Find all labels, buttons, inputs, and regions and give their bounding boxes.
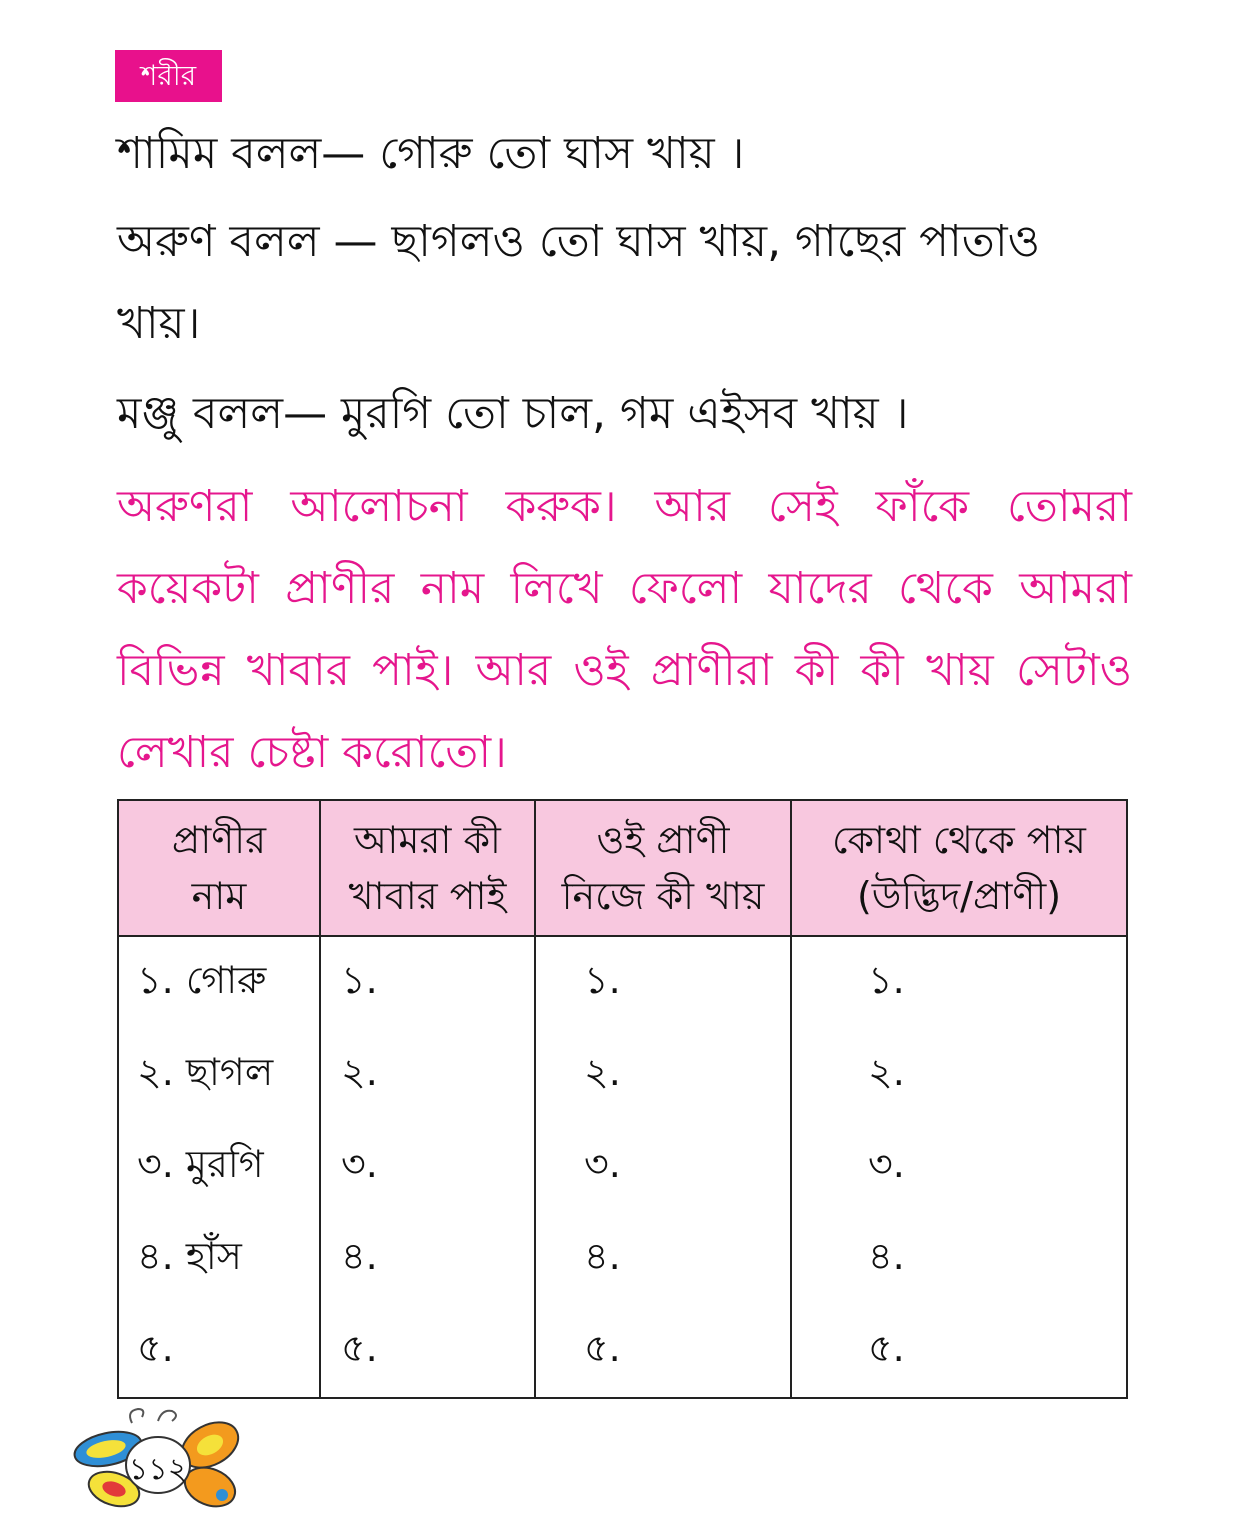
food-we-get-cell: ৫.: [320, 1305, 535, 1398]
instruction-paragraph: অরুণরা আলোচনা করুক। আর সেই ফাঁকে তোমরা কয়েকটা প্রাণীর নাম লিখে ফেলো যাদের থেকে আমরা বিভিন্ন খাবার পাই। আর ওই প্রাণীরা কী কী খায় সেটাও লেখার চেষ্টা করোতো।: [117, 481, 1132, 778]
table-header-row: [118, 800, 1127, 936]
source-cell: ২.: [791, 1029, 1127, 1121]
table-row: [118, 1213, 1127, 1305]
dialogue-line-3: খায়।: [117, 298, 201, 349]
animal-eats-cell: ২.: [535, 1029, 791, 1121]
food-we-get-cell: ২.: [320, 1029, 535, 1121]
food-we-get-cell: ৩.: [320, 1121, 535, 1213]
animal-eats-cell: ৩.: [535, 1121, 791, 1213]
dialogue-line-1: শামিম বলল— গোরু তো ঘাস খায় ।: [117, 128, 745, 179]
source-cell: ৩.: [791, 1121, 1127, 1213]
source-cell: ৫.: [791, 1305, 1127, 1398]
animal-eats-cell: ৫.: [535, 1305, 791, 1398]
header-source: কোথা থেকে পায় (উদ্ভিদ/প্রাণী): [791, 800, 1127, 936]
animal-name-cell: ১. গোরু: [118, 936, 320, 1029]
header-animal-name: প্রাণীর নাম: [118, 800, 320, 936]
source-cell: ৪.: [791, 1213, 1127, 1305]
table-row: [118, 1121, 1127, 1213]
animal-name-cell: ৩. মুরগি: [118, 1121, 320, 1213]
page-number: ১১২: [128, 1452, 188, 1487]
dialogue-line-4: মঞ্জু বলল— মুরগি তো চাল, গম এইসব খায় ।: [117, 388, 909, 439]
dialogue-line-2: অরুণ বলল — ছাগলও তো ঘাস খায়, গাছের পাতাও: [117, 216, 1040, 267]
animal-name-cell: ৫.: [118, 1305, 320, 1398]
animal-food-table: [117, 799, 1128, 1399]
table-row: [118, 1029, 1127, 1121]
source-cell: ১.: [791, 936, 1127, 1029]
header-food-we-get: আমরা কী খাবার পাই: [320, 800, 535, 936]
animal-eats-cell: ৪.: [535, 1213, 791, 1305]
table-row: [118, 1305, 1127, 1398]
food-we-get-cell: ৪.: [320, 1213, 535, 1305]
header-animal-eats: ওই প্রাণী নিজে কী খায়: [535, 800, 791, 936]
table-row: [118, 936, 1127, 1029]
food-we-get-cell: ১.: [320, 936, 535, 1029]
chapter-tag: শরীর: [115, 50, 222, 102]
animal-name-cell: ৪. হাঁস: [118, 1213, 320, 1305]
animal-eats-cell: ১.: [535, 936, 791, 1029]
animal-name-cell: ২. ছাগল: [118, 1029, 320, 1121]
